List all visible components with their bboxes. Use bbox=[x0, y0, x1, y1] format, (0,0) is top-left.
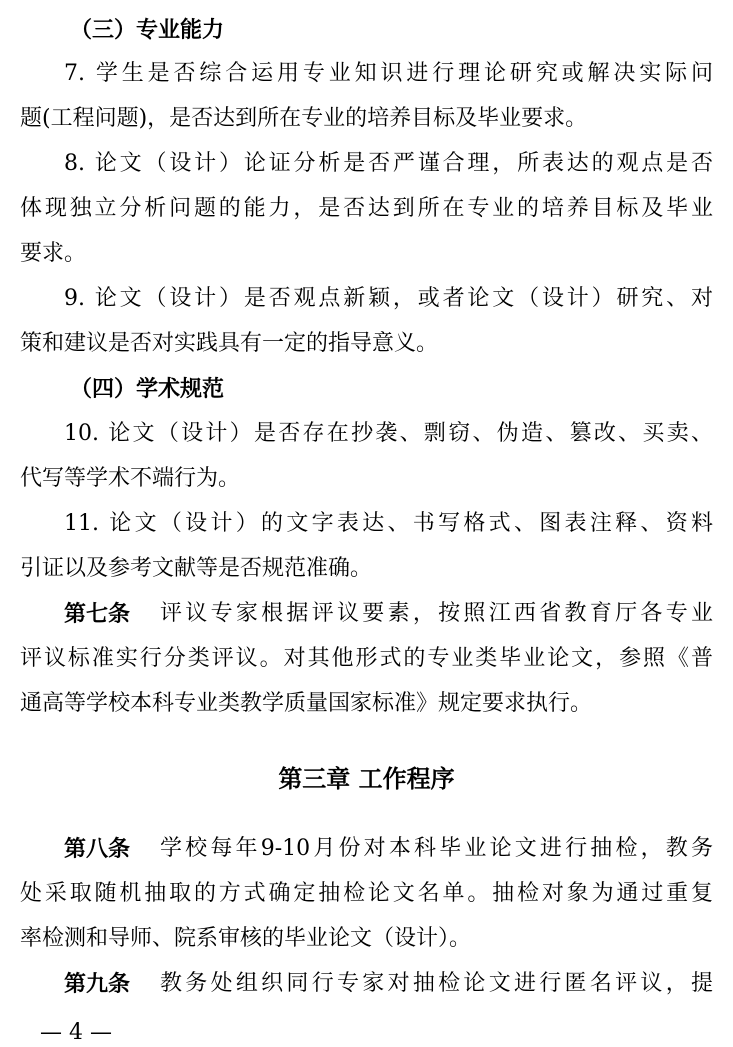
paragraph-10-line-2: 代写等学术不端行为。 bbox=[20, 466, 241, 491]
paragraph-8-line-1: 8. 论文（设计）论证分析是否严谨合理，所表达的观点是否 bbox=[64, 151, 713, 176]
page-number: — 4 — bbox=[40, 1020, 112, 1045]
paragraph-8-line-3: 要求。 bbox=[20, 241, 87, 266]
section-heading-academic-norms: （四）学术规范 bbox=[70, 376, 225, 402]
paragraph-9-line-1: 9. 论文（设计）是否观点新颖，或者论文（设计）研究、对 bbox=[64, 286, 713, 311]
article-7-line-1: 评议专家根据评议要素，按照江西省教育厅各专业 bbox=[160, 601, 713, 626]
chapter-title: 第三章 工作程序 bbox=[278, 765, 455, 793]
article-9-line-1: 教务处组织同行专家对抽检论文进行匿名评议，提 bbox=[160, 971, 713, 996]
paragraph-9-line-2: 策和建议是否对实践具有一定的指导意义。 bbox=[20, 331, 439, 356]
paragraph-8-line-2: 体现独立分析问题的能力，是否达到所在专业的培养目标及毕业 bbox=[20, 196, 713, 221]
paragraph-10-line-1: 10. 论文（设计）是否存在抄袭、剽窃、伪造、篡改、买卖、 bbox=[64, 421, 713, 446]
article-7-line-3: 通高等学校本科专业类教学质量国家标准》规定要求执行。 bbox=[20, 691, 593, 716]
paragraph-11-line-1: 11. 论文（设计）的文字表达、书写格式、图表注释、资料 bbox=[64, 511, 713, 536]
article-8-line-2: 处采取随机抽取的方式确定抽检论文名单。抽检对象为通过重复 bbox=[20, 881, 713, 906]
article-8-label: 第八条 bbox=[64, 836, 131, 862]
article-7-line-2: 评议标准实行分类评议。对其他形式的专业类毕业论文，参照《普 bbox=[20, 646, 713, 671]
paragraph-7-line-2: 题(工程问题)，是否达到所在专业的培养目标及毕业要求。 bbox=[20, 106, 588, 131]
article-9-label: 第九条 bbox=[64, 971, 131, 997]
article-8-line-1: 学校每年9-10月份对本科毕业论文进行抽检，教务 bbox=[160, 836, 713, 861]
paragraph-7-line-1: 7. 学生是否综合运用专业知识进行理论研究或解决实际问 bbox=[64, 61, 713, 86]
paragraph-11-line-2: 引证以及参考文献等是否规范准确。 bbox=[20, 556, 373, 581]
article-7-label: 第七条 bbox=[64, 601, 131, 627]
section-heading-professional-ability: （三）专业能力 bbox=[70, 17, 225, 43]
article-8-line-3: 率检测和导师、院系审核的毕业论文（设计）。 bbox=[20, 926, 472, 951]
